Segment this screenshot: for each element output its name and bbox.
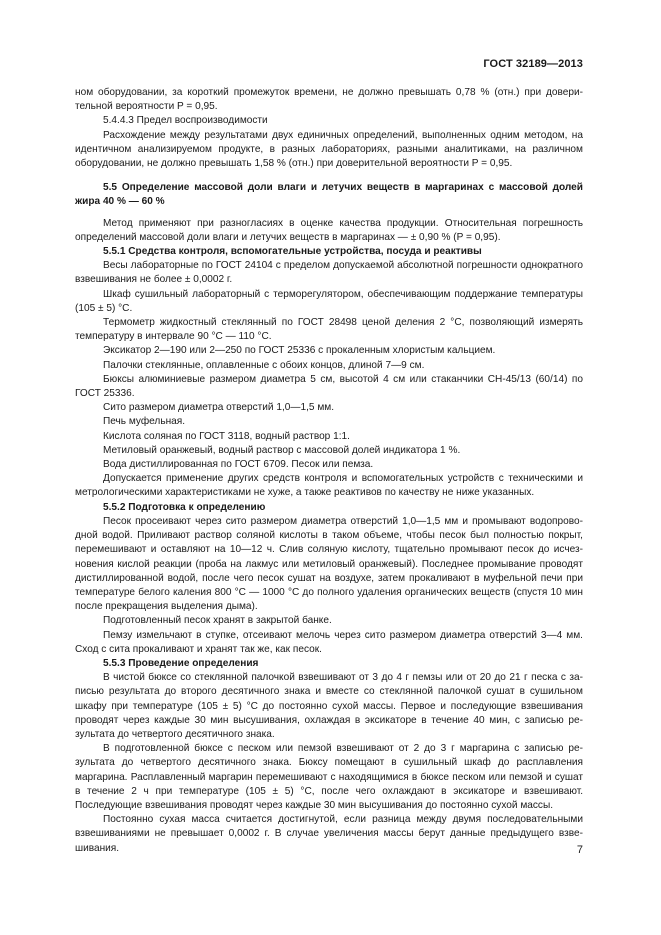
list-item-drying-cabinet: Шкаф сушильный лабораторный с терморегулятором, обеспечивающим поддержание температуры (105 ± 5) °C. <box>75 288 583 314</box>
subsection-heading-5-5-3: 5.5.3 Проведение определения <box>103 657 259 669</box>
subsection-heading-5-5-1: 5.5.1 Средства контроля, вспомогательные устройства, посуда и реактивы <box>103 246 482 258</box>
list-item-weighing-bottles: Бюксы алюминиевые размером диаметра 5 см, высотой 4 см или стаканчики СН-45/13 (60/14) по ГОСТ 25336. <box>75 373 583 400</box>
list-item-scales: Весы лабораторные по ГОСТ 24104 с пределом допускаемой абсолютной погрешности однократного взвешивания не более ± 0,0002 г. <box>75 260 583 286</box>
paragraph-continuation: ном оборудовании, за короткий промежуток времени, не должно превышать 0,78 % (отн.) при доверительной вероятности P = 0,95. <box>75 87 583 113</box>
list-item-glass-rods: Палочки стеклянные, оплавленные с обоих концов, длиной 7—9 см. <box>103 359 425 371</box>
paragraph-sand-prep: Песок просеивают через сито размером диаметра отверстий 1,0—1,5 мм и промывают водопроводной водой. Приливают раствор соляной кислоты в таком объеме, чтобы песок был полностью покрыт, перемешивают и оставляют на 10—12 ч. Слив соляную кислоту, тщательно промывают песок до исчезновения кислой реакции (проба на лакмус или метиловый оранжевый). Последнее промывание проводят дистиллированной водой, после чего песок сушат на воздухе, затем прокаливают в муфельной печи при температуре белого каления 800 °C — 1000 °C до полного удаления органических веществ (спустя 10 мин после прекращения выделения дыма). <box>75 515 583 613</box>
document-header: ГОСТ 32189—2013 <box>483 58 583 70</box>
paragraph-determination-3: Постоянно сухая масса считается достигнутой, если разница между двумя последовательными взвешиваниями не превышает 0,0002 г. В случае увеличения массы берут данные предыдущего взвешивания. <box>75 814 583 854</box>
subsection-heading-5-5-2: 5.5.2 Подготовка к определению <box>103 501 266 513</box>
paragraph-pumice-prep: Пемзу измельчают в ступке, отсеивают мелочь через сито размером диаметра отверстий 3—4 мм. Сход с сита прокаливают и хранят так же, как песок. <box>75 629 583 655</box>
list-item-water: Вода дистиллированная по ГОСТ 6709. Песок или пемза. <box>103 459 374 471</box>
list-item-desiccator: Эксикатор 2—190 или 2—250 по ГОСТ 25336 с прокаленным хлористым кальцием. <box>103 345 496 357</box>
paragraph-determination-2: В подготовленной бюксе с песком или пемзой взвешивают от 2 до 3 г маргарина с записью результата до четвертого десятичного знака. Бюксу помещают в сушильный шкаф до расплавления маргарина. Расплавленный маргарин перемешивают с находящимися в бюксе песком или пемзой и сушат в течение 2 ч при температуре (105 ± 5) °C, после чего охлаждают в эксикаторе и взвешивают. Последующие взвешивания проводят через каждые 30 мин высушивания до постоянно сухой массы. <box>75 743 583 811</box>
list-item-thermometer: Термометр жидкостный стеклянный по ГОСТ 28498 ценой деления 2 °C, позволяющий измерять температуру в интервале 90 °C — 110 °C. <box>75 317 583 343</box>
document-body <box>75 86 583 856</box>
paragraph-alternatives: Допускается применение других средств контроля и вспомогательных устройств с техническими и метрологическими характеристиками не хуже, а также реактивов по качеству не ниже указанных. <box>75 473 583 499</box>
paragraph-method: Метод применяют при разногласиях в оценке качества продукции. Относительная погрешность определений массовой доли влаги и летучих веществ в маргаринах — ± 0,90 % (P = 0,95). <box>75 217 583 243</box>
paragraph-determination-1: В чистой бюксе со стеклянной палочкой взвешивают от 3 до 4 г пемзы или от 20 до 21 г песка с записью результата до второго десятичного знака и вместе со стеклянной палочкой сушат в сушильном шкафу при температуре (105 ± 5) °C до постоянно сухой массы. Первое и последующие взвешивания проводят через каждые 30 мин высушивания, охлаждая в эксикаторе в течение 40 мин, с записью результата до четвертого десятичного знака. <box>75 672 583 740</box>
list-item-sieve: Сито размером диаметра отверстий 1,0—1,5 мм. <box>103 402 335 414</box>
paragraph-sand-storage: Подготовленный песок хранят в закрытой банке. <box>103 615 332 627</box>
list-item-methyl-orange: Метиловый оранжевый, водный раствор с массовой долей индикатора 1 %. <box>103 444 461 456</box>
list-item-acid: Кислота соляная по ГОСТ 3118, водный раствор 1:1. <box>103 430 350 442</box>
subsection-heading-5-4-4-3: 5.4.4.3 Предел воспроизводимости <box>103 115 268 127</box>
paragraph-reproducibility: Расхождение между результатами двух единичных определений, выполненных одним методом, на идентичном анализируемом продукте, в разных лабораториях, разными аналитиками, на различном оборудовании, не должно превышать 1,58 % (отн.) при доверительной вероятности P = 0,95. <box>75 129 583 170</box>
list-item-furnace: Печь муфельная. <box>103 416 186 428</box>
page-number: 7 <box>576 844 583 856</box>
section-heading-5-5: 5.5 Определение массовой доли влаги и летучих веществ в маргаринах с массовой долей жира 40 % — 60 % <box>75 182 583 208</box>
